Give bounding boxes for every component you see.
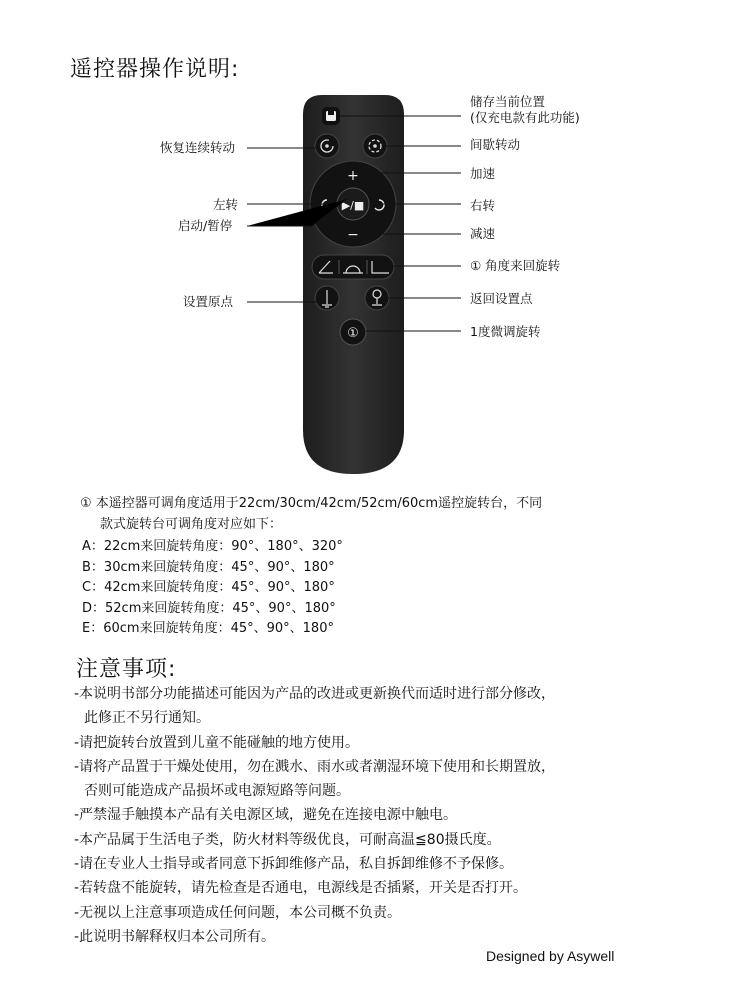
caution-line: -此说明书解释权归本公司所有。 [74, 928, 276, 945]
footer-credit: Designed by Asywell [486, 948, 615, 964]
note-intro-line2: 款式旋转台可调角度对应如下： [100, 516, 283, 532]
caution-line: 否则可能造成产品损坏或电源短路等问题。 [84, 783, 350, 800]
caution-line: -无视以上注意事项造成任何问题，本公司概不负责。 [74, 904, 402, 921]
label-slow-down: 减速 [470, 226, 496, 241]
label-fine-rotation: 1度微调旋转 [470, 324, 541, 339]
note-intro-line1: ① 本遥控器可调角度适用于22cm/30cm/42cm/52cm/60cm遥控旋转台，不同 [80, 496, 543, 511]
label-turn-left: 左转 [213, 197, 239, 212]
label-speed-up: 加速 [470, 166, 496, 181]
caution-line: -严禁湿手触摸本产品有关电源区域，避免在连接电源中触电。 [74, 807, 458, 824]
note-item: A：22cm来回旋转角度：90°、180°、320° [82, 539, 343, 554]
caution-line: 此修正不另行通知。 [84, 710, 210, 727]
cautions-list [74, 682, 704, 949]
plus-icon: + [347, 168, 359, 184]
label-resume-rotation: 恢复连续转动 [160, 140, 236, 155]
remote-diagram [0, 0, 731, 480]
note-item: C：42cm来回旋转角度：45°、90°、180° [82, 580, 335, 595]
note-item: E：60cm来回旋转角度：45°、90°、180° [82, 621, 334, 636]
note-item: B：30cm来回旋转角度：45°、90°、180° [82, 559, 335, 575]
label-save-position-note: (仅充电款有此功能) [470, 110, 580, 125]
caution-line: -本产品属于生活电子类，防火材料等级优良，可耐高温≦80摄氏度。 [74, 831, 501, 848]
minus-icon: − [347, 227, 359, 243]
label-turn-right: 右转 [470, 198, 496, 213]
label-save-position: 储存当前位置 [470, 94, 546, 109]
angle-note [80, 494, 680, 640]
caution-line: -请将产品置于干燥处使用，勿在溅水、雨水或者潮湿环境下使用和长期置放， [74, 758, 556, 775]
cautions-title: 注意事项: [76, 657, 177, 682]
label-intermittent-rotation: 间歇转动 [470, 137, 521, 152]
caution-line: -请把旋转台放置到儿童不能碰触的地方使用。 [74, 734, 360, 751]
note-item: D：52cm来回旋转角度：45°、90°、180° [82, 600, 336, 616]
caution-line: -若转盘不能旋转，请先检查是否通电，电源线是否插紧，开关是否打开。 [74, 880, 528, 897]
label-set-origin: 设置原点 [183, 294, 234, 309]
caution-line: -本说明书部分功能描述可能因为产品的改进或更新换代而适时进行部分修改， [74, 686, 556, 702]
caution-line: -请在专业人士指导或者同意下拆卸维修产品，私自拆卸维修不予保修。 [74, 856, 514, 873]
fine-rotation-icon: ① [347, 326, 359, 341]
page-title: 遥控器操作说明: [70, 57, 240, 82]
label-angle-swing: ① 角度来回旋转 [470, 258, 561, 273]
play-pause-icon: ▶/■ [341, 199, 365, 212]
label-start-pause: 启动/暂停 [178, 218, 233, 233]
label-return-origin: 返回设置点 [470, 291, 533, 306]
